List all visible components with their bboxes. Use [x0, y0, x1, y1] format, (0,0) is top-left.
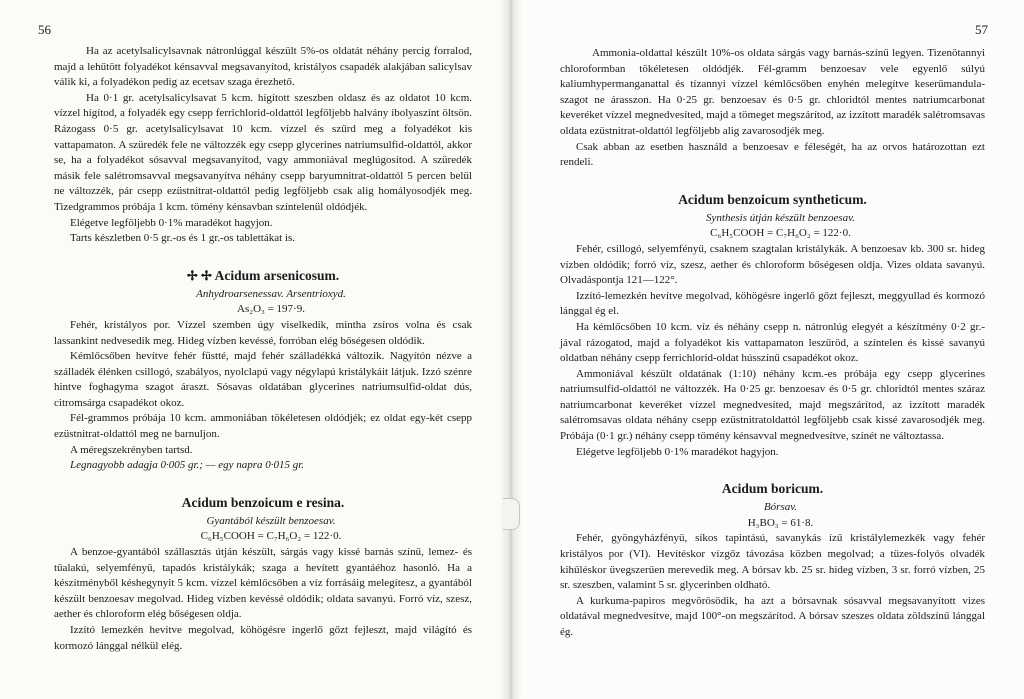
right-page-text [560, 46, 985, 641]
double-cross-icon: ✢ ✢ [186, 267, 212, 283]
heading-acidum-boricum: Acidum boricum. [721, 481, 824, 497]
paragraph: Kémlőcsőben hevítve fehér füstté, majd fehér szálladékká változik. Nagyítón nézve a szálladék élénken csillogó, szabályos, nyolclapú vagy négylapú kristálykáit látjuk. Izzó szénre hintve foghagyma szagot áraszt. Sósavas oldatában glycerines natriumsulfid-oldat dús, citromsárga csapadékot okoz. [54, 350, 472, 409]
formula: C₆H₅COOH = C₇H₆O₂ = 122·0. [710, 227, 851, 240]
paragraph: Izzító lemezkén hevítve megolvad, köhögésre ingerlő gőzt fejleszt, majd világító és kormozó lánggal nélkül elég. [54, 624, 472, 652]
right-page [510, 0, 1024, 699]
book-gutter [500, 0, 522, 699]
dose-line: Legnagyobb adagja 0·005 gr.; — egy napra 0·015 gr. [70, 459, 305, 472]
paragraph: Fehér, gyöngyházfényű, síkos tapintású, savanykás ízű kristálylemezkék vagy fehér kristályos por (VI). Hevítéskor vízgőz távozása közben megolvad; a tüzes-folyós olvadék kihűléskor üvegszerűen merevedik meg. A bórsav kb. 25 sr. hideg vízben, 3 sr. forró vízben, 25 sr. szeszben, valamint 5 sr. glycerinben oldható. [560, 532, 985, 592]
paragraph: Fehér, kristályos por. Vízzel szemben úgy viselkedik, mintha zsíros volna és csak lassankint nedvesedik meg. Hideg vízben kevéssé, forróban elég bőségesen oldódik. [54, 318, 472, 347]
heading-acidum-benzoicum-e-resina: Acidum benzoicum e resina. [181, 494, 345, 510]
subtitle: Synthesis útján készült benzoesav. [706, 211, 855, 224]
subtitle: Bórsav. [763, 501, 798, 514]
left-page [0, 0, 510, 699]
heading-acidum-benzoicum-syntheticum: Acidum benzoicum syntheticum. [678, 191, 867, 207]
paragraph: Izzító-lemezkén hevítve megolvad, köhögésre ingerlő gőzt fejleszt, meggyullad és kormozó lánggal ég el. [560, 289, 985, 318]
paragraph: Csak abban az esetben használd a benzoesav e féleségét, ha az orvos határozottan ezt rendeli. [560, 140, 985, 169]
page-number-left: 56 [38, 22, 51, 37]
paragraph: Ammoniával készült oldatának (1:10) néhány kcm.-es próbája egy csepp glycerines natriumsulfid-oldattól ne változzék. Ha 0·25 gr. benzoesav és 0·5 gr. chloridtól mentes száraz natriumcarbonat keveréket vízzel megnedvesíted, majd megszárítod, az izzított maradék salétromsavas oldata néhány csepp ezüstnitratoldattól legföljebb csak kissé zavarosodjék meg. Próbája (0·1 gr.) néhány csepp tömény kénsavval megnedvesítve, színét ne változtassa. [560, 367, 985, 443]
left-page-text [54, 44, 472, 654]
paragraph: Ha az acetylsalicylsavnak nátronlúggal készült 5%-os oldatát néhány percig forralod, majd a lehűtött folyadékot kénsavval megsavanyítod, kristályos csapadék alakjában salicylsav válik ki, a folyadékon pedig az ecetsav szaga érezhető. [54, 45, 472, 89]
heading-text: Acidum arsenicosum. [214, 267, 340, 283]
paragraph: A kurkuma-papiros megvörösödik, ha azt a bórsavnak sósavval megsavanyított vizes oldatával megnedvesítve, majd 100°-on megszárítod. A bórsav szeszes oldata zöldszínű lánggal ég. [560, 594, 985, 638]
paragraph: Fél-grammos próbája 10 kcm. ammoniában tökéletesen oldódjék; ez oldat egy-két csepp ezüstnitrat-oldattól meg ne barnuljon. [54, 412, 472, 441]
formula: H₃BO₃ = 61·8. [747, 516, 814, 529]
formula: As₂O₃ = 197·9. [237, 303, 305, 316]
paragraph: A benzoe-gyantából szállasztás útján készült, sárgás vagy kissé barnás színű, lemez- és tűalakú, selyemfényű, tapadós kristálykák; szaga a hevített gyantáéhoz hasonló. Ha a készítményből késhegynyit 5 kcm. vízzel kémlőcsőben a víz forrásáig melegítesz, a gyantából készült benzoesav megolvad. Hideg vízben kevéssé oldódik; oldata savanyú. Forró víz, szesz, aether és chloroform elég bőségesen oldja. [54, 546, 472, 621]
subtitle: Gyantából készült benzoesav. [206, 514, 336, 527]
paragraph: Elégetve legföljebb 0·1% maradékot hagyjon. [70, 216, 273, 229]
paragraph: Tarts készletben 0·5 gr.-os és 1 gr.-os tablettákat is. [70, 232, 295, 245]
gutter-tab [503, 498, 520, 530]
subtitle: Anhydroarsenessav. Arsentrioxyd. [196, 287, 346, 300]
paragraph: Elégetve legföljebb 0·1% maradékot hagyjon. [576, 445, 779, 458]
heading-acidum-arsenicosum [54, 267, 472, 284]
paragraph: Ha 0·1 gr. acetylsalicylsavat 5 kcm. hígított szeszben oldasz és az oldatot 10 kcm. vízzel hígítod, a folyadék egy csepp ferrichlorid-oldattól legföljebb halvány ibolyaszínt öltsön. Rázogass 0·5 gr. acetylsalicylsavat 10 kcm. vízzel és szűrd meg a folyadékot kis vattapamaton. A szüredék fele ne változzék egy csepp glycerines natriumsulfid-oldattól, akkor se, ha a folyadékot sósavval megsavanyítod, vagy ammoniával meglúgosítod. A szüredék másik fele salétromsavval megsavanyítva néhány csepp baryumnitrat-oldattól 5 percen belül ne változzék, pár csepp ezüstnitrat-oldattól pedig legföljebb csak alig homályosodjék meg. Tizedgrammos próbája 1 kcm. tömény kénsavban színtelenül oldódjék. [54, 91, 472, 213]
paragraph: Ammonia-oldattal készült 10%-os oldata sárgás vagy barnás-színű legyen. Tizenötannyi chloroformban tökéletesen oldódjék. Fél-gramm benzoesav vele egyenlő súlyú kaliumhypermanganattal és tízannyi vízzel kémlőcsőben enyhén melegítve keserűmandula-szagot ne árasszon. Ha 0·25 gr. benzoesav és 0·5 gr. chloridtól mentes natriumcarbonat keveréket vízzel megnedvesíted, majd a tömeget megszárítod, az izzított maradék salétromsavas oldata ezüstnitrat-oldattól legföljebb alig zavarosodjék meg. [560, 47, 985, 137]
paragraph: Fehér, csillogó, selyemfényű, csaknem szagtalan kristálykák. A benzoesav kb. 300 sr. hideg vízben oldódik; forró víz, szesz, aether és chloroform bőségesen oldja. Vizes oldata savanyú. Olvadáspontja 121—122°. [560, 242, 985, 287]
paragraph: A méregszekrényben tartsd. [70, 443, 193, 456]
page-number-right: 57 [975, 22, 988, 37]
formula: C₆H₅COOH = C₇H₆O₂ = 122·0. [200, 530, 342, 543]
paragraph: Ha kémlőcsőben 10 kcm. víz és néhány csepp n. nátronlúg elegyét a készítmény 0·2 gr.-jával rázogatod, majd a folyadékot kis vattapamaton leszűröd, a színtelen és kissé savanyú oldatban néhány csepp ferrichlorid-oldat hússzínű csapadékot okoz. [560, 320, 985, 365]
